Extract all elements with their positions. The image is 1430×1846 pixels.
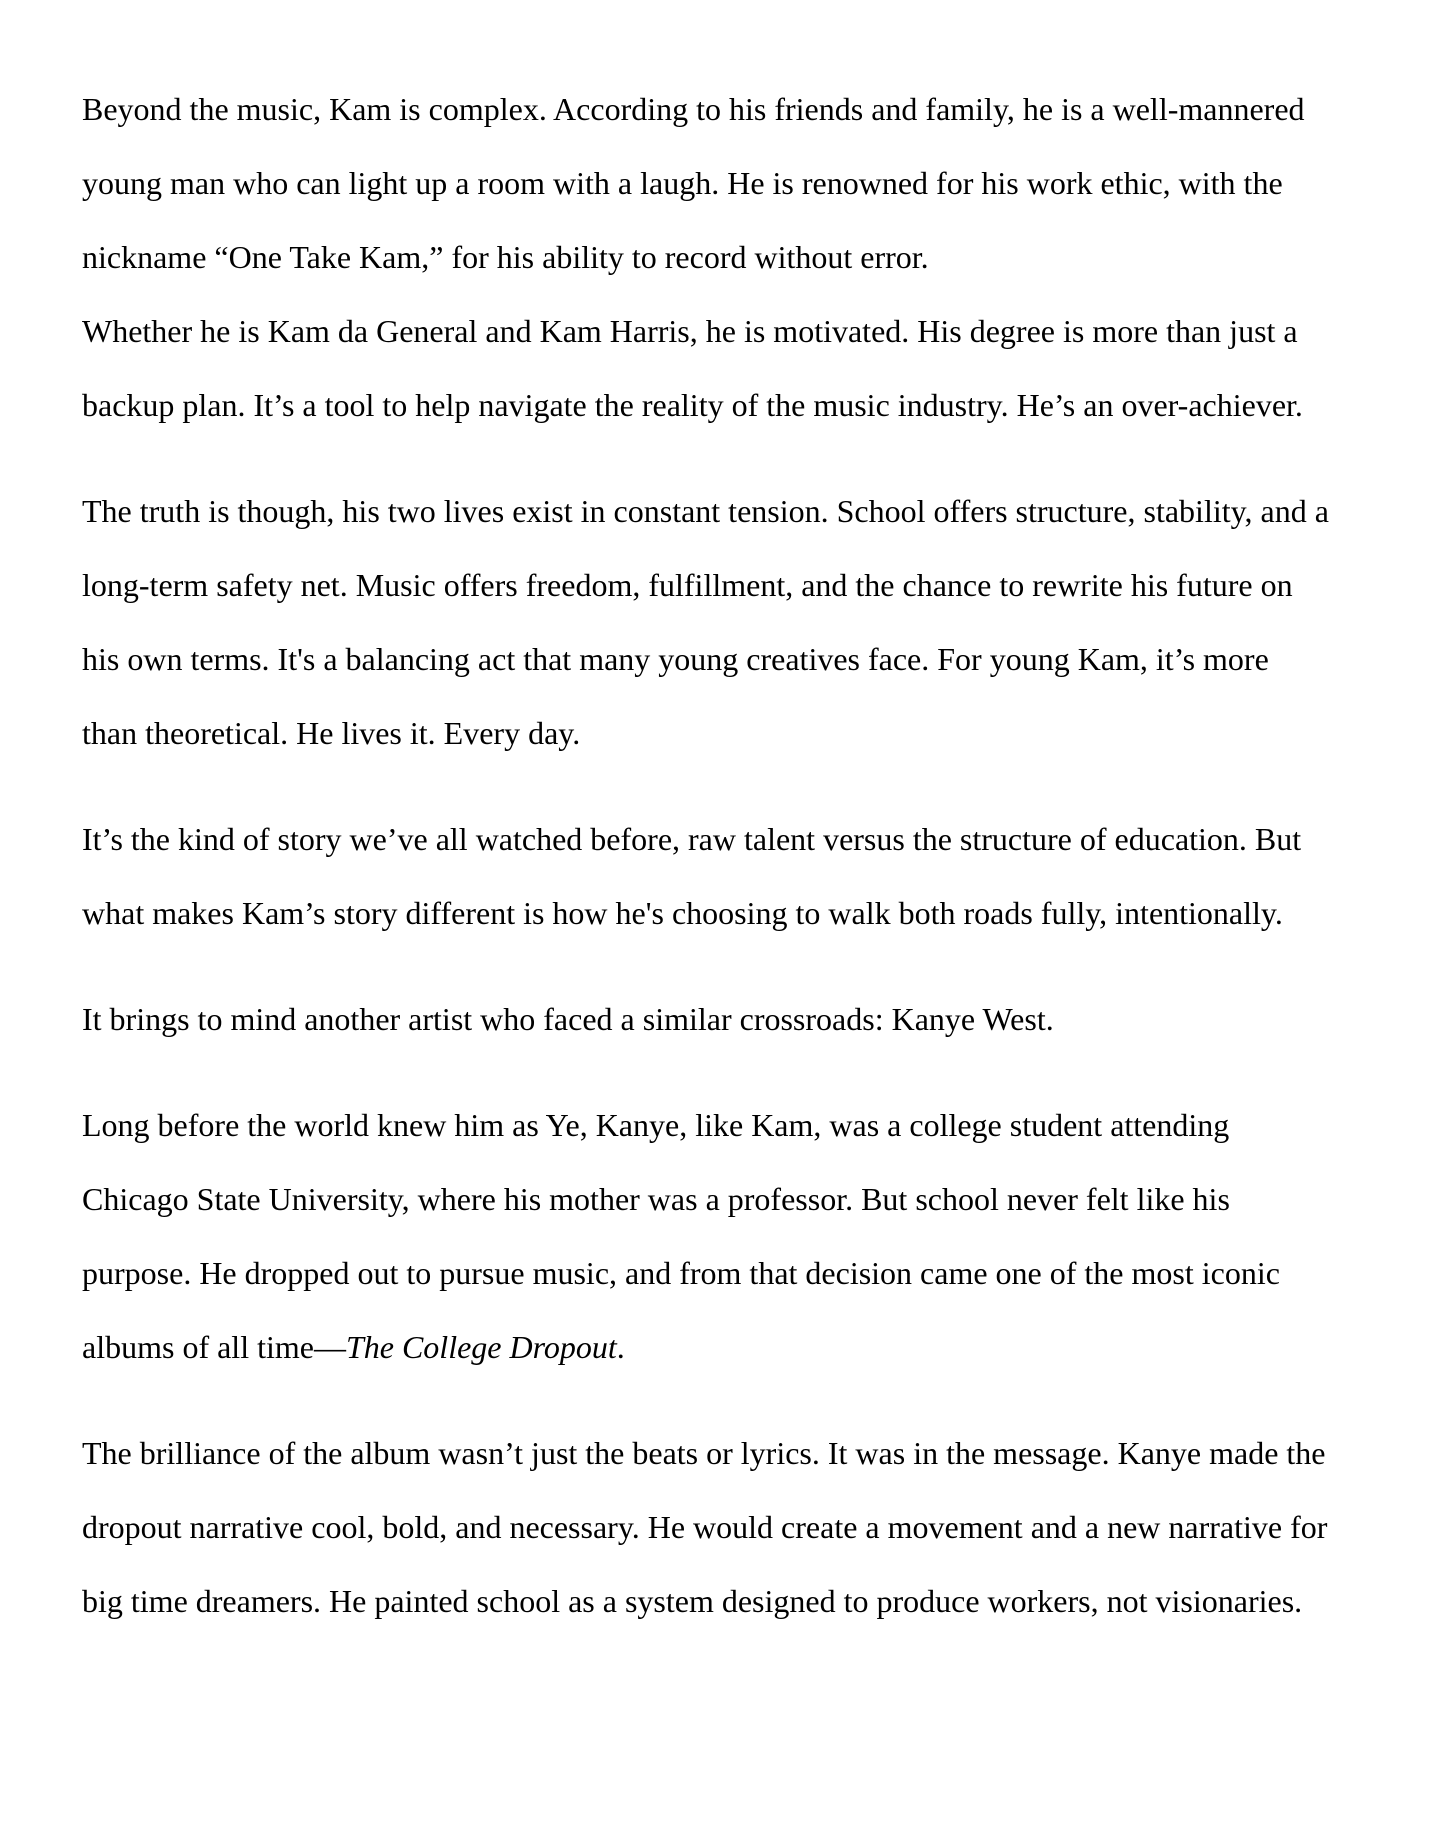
album-title: The College Dropout: [345, 1329, 617, 1365]
text-line: his own terms. It's a balancing act that many young creatives face. For young Kam, it’s more: [82, 641, 1269, 677]
text-line: Chicago State University, where his mother was a professor. But school never felt like his: [82, 1181, 1230, 1217]
text-line: what makes Kam’s story different is how he's choosing to walk both roads fully, intentionally.: [82, 895, 1283, 931]
text-line: It brings to mind another artist who faced a similar crossroads: Kanye West.: [82, 1001, 1054, 1037]
document-body: [82, 72, 1352, 1670]
text-line-album: [82, 1310, 1352, 1384]
paragraph-kam-complex: [82, 72, 1352, 294]
text-line: Beyond the music, Kam is complex. According to his friends and family, he is a well-mannered: [82, 91, 1305, 127]
text-line: purpose. He dropped out to pursue music, and from that decision came one of the most iconic: [82, 1255, 1280, 1291]
paragraph-motivated: [82, 294, 1352, 442]
text-line: Whether he is Kam da General and Kam Harris, he is motivated. His degree is more than just a: [82, 313, 1298, 349]
text-line: backup plan. It’s a tool to help navigate the reality of the music industry. He’s an over-achiever.: [82, 387, 1303, 423]
album-line-suffix: .: [616, 1329, 625, 1365]
text-line: long-term safety net. Music offers freedom, fulfillment, and the chance to rewrite his future on: [82, 567, 1293, 603]
text-line: dropout narrative cool, bold, and necessary. He would create a movement and a new narrative for: [82, 1509, 1328, 1545]
paragraph-crossroads: [82, 982, 1352, 1056]
album-line-prefix: albums of all time—: [82, 1329, 346, 1365]
text-line: young man who can light up a room with a laugh. He is renowned for his work ethic, with the: [82, 165, 1283, 201]
paragraph-story: [82, 802, 1352, 950]
text-line: than theoretical. He lives it. Every day.: [82, 715, 581, 751]
text-line: It’s the kind of story we’ve all watched before, raw talent versus the structure of education. But: [82, 821, 1302, 857]
text-line: big time dreamers. He painted school as a system designed to produce workers, not visionaries.: [82, 1583, 1303, 1619]
text-line: Long before the world knew him as Ye, Kanye, like Kam, was a college student attending: [82, 1107, 1230, 1143]
text-line: The truth is though, his two lives exist in constant tension. School offers structure, stability, and a: [82, 493, 1329, 529]
paragraph-brilliance: [82, 1416, 1352, 1638]
paragraph-kanye-college: [82, 1088, 1352, 1384]
text-line: nickname “One Take Kam,” for his ability to record without error.: [82, 239, 929, 275]
paragraph-tension: [82, 474, 1352, 770]
text-line: The brilliance of the album wasn’t just the beats or lyrics. It was in the message. Kanye made the: [82, 1435, 1326, 1471]
